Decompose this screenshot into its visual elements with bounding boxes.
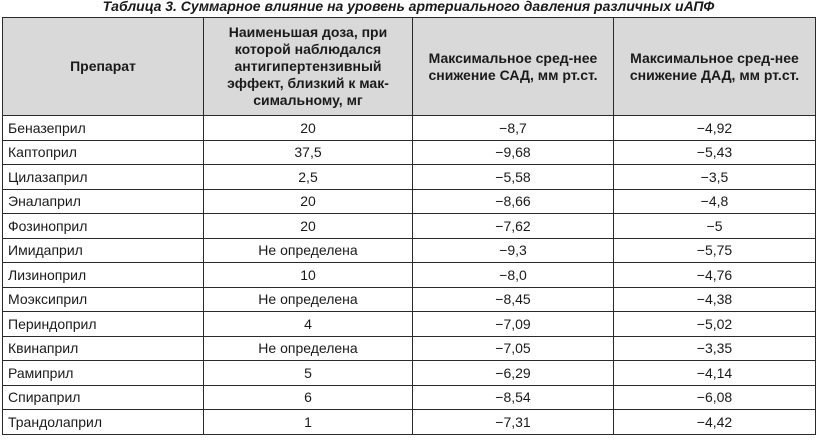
dbp-reduction-cell: −6,08 [614, 385, 816, 410]
sbp-reduction-cell: −8,66 [413, 189, 614, 214]
ace-inhibitors-table [2, 17, 816, 435]
table-row [3, 336, 816, 361]
drug-name-cell: Фозиноприл [3, 214, 204, 239]
drug-name-cell: Периндоприл [3, 312, 204, 337]
table-row [3, 361, 816, 386]
min-dose-cell: 6 [204, 385, 413, 410]
sbp-reduction-cell: −8,0 [413, 263, 614, 288]
header-min-dose: Наименьшая доза, при которой наблюдался антигипертензивный эффект, близкий к мак-симальному, мг [204, 18, 413, 116]
header-dbp-reduction: Максимальное сред-нее снижение ДАД, мм рт.ст. [614, 18, 816, 116]
dbp-reduction-cell: −4,38 [614, 287, 816, 312]
dbp-reduction-cell: −4,76 [614, 263, 816, 288]
drug-name-cell: Квинаприл [3, 336, 204, 361]
dbp-reduction-cell: −5,75 [614, 238, 816, 263]
sbp-reduction-cell: −7,09 [413, 312, 614, 337]
min-dose-cell: 20 [204, 214, 413, 239]
drug-name-cell: Цилазаприл [3, 165, 204, 190]
table-row [3, 116, 816, 141]
table-row [3, 238, 816, 263]
table-row [3, 287, 816, 312]
sbp-reduction-cell: −8,7 [413, 116, 614, 141]
min-dose-cell: Не определена [204, 336, 413, 361]
min-dose-cell: 10 [204, 263, 413, 288]
dbp-reduction-cell: −4,8 [614, 189, 816, 214]
table-header [3, 18, 816, 116]
min-dose-cell: 20 [204, 116, 413, 141]
min-dose-cell: Не определена [204, 287, 413, 312]
dbp-reduction-cell: −5,02 [614, 312, 816, 337]
header-row [3, 18, 816, 116]
min-dose-cell: 4 [204, 312, 413, 337]
min-dose-cell: 37,5 [204, 140, 413, 165]
table-row [3, 312, 816, 337]
dbp-reduction-cell: −4,42 [614, 410, 816, 435]
drug-name-cell: Спираприл [3, 385, 204, 410]
drug-name-cell: Трандолаприл [3, 410, 204, 435]
table-row [3, 214, 816, 239]
sbp-reduction-cell: −7,31 [413, 410, 614, 435]
dbp-reduction-cell: −4,92 [614, 116, 816, 141]
drug-name-cell: Беназеприл [3, 116, 204, 141]
table-body [3, 116, 816, 435]
dbp-reduction-cell: −3,35 [614, 336, 816, 361]
table-row [3, 140, 816, 165]
dbp-reduction-cell: −4,14 [614, 361, 816, 386]
drug-name-cell: Имидаприл [3, 238, 204, 263]
min-dose-cell: Не определена [204, 238, 413, 263]
sbp-reduction-cell: −7,05 [413, 336, 614, 361]
table-row [3, 189, 816, 214]
sbp-reduction-cell: −6,29 [413, 361, 614, 386]
table-caption: Таблица 3. Суммарное влияние на уровень артериального давления различных иАПФ [102, 0, 715, 14]
table-row [3, 410, 816, 435]
sbp-reduction-cell: −9,68 [413, 140, 614, 165]
drug-name-cell: Каптоприл [3, 140, 204, 165]
dbp-reduction-cell: −3,5 [614, 165, 816, 190]
dbp-reduction-cell: −5 [614, 214, 816, 239]
header-drug: Препарат [3, 18, 204, 116]
drug-name-cell: Лизиноприл [3, 263, 204, 288]
min-dose-cell: 2,5 [204, 165, 413, 190]
sbp-reduction-cell: −8,45 [413, 287, 614, 312]
min-dose-cell: 20 [204, 189, 413, 214]
min-dose-cell: 1 [204, 410, 413, 435]
table-row [3, 165, 816, 190]
sbp-reduction-cell: −8,54 [413, 385, 614, 410]
drug-name-cell: Рамиприл [3, 361, 204, 386]
min-dose-cell: 5 [204, 361, 413, 386]
sbp-reduction-cell: −7,62 [413, 214, 614, 239]
drug-name-cell: Эналаприл [3, 189, 204, 214]
header-sbp-reduction: Максимальное сред-нее снижение САД, мм рт.ст. [413, 18, 614, 116]
dbp-reduction-cell: −5,43 [614, 140, 816, 165]
table-row [3, 385, 816, 410]
table-row [3, 263, 816, 288]
drug-name-cell: Моэксиприл [3, 287, 204, 312]
sbp-reduction-cell: −9,3 [413, 238, 614, 263]
sbp-reduction-cell: −5,58 [413, 165, 614, 190]
